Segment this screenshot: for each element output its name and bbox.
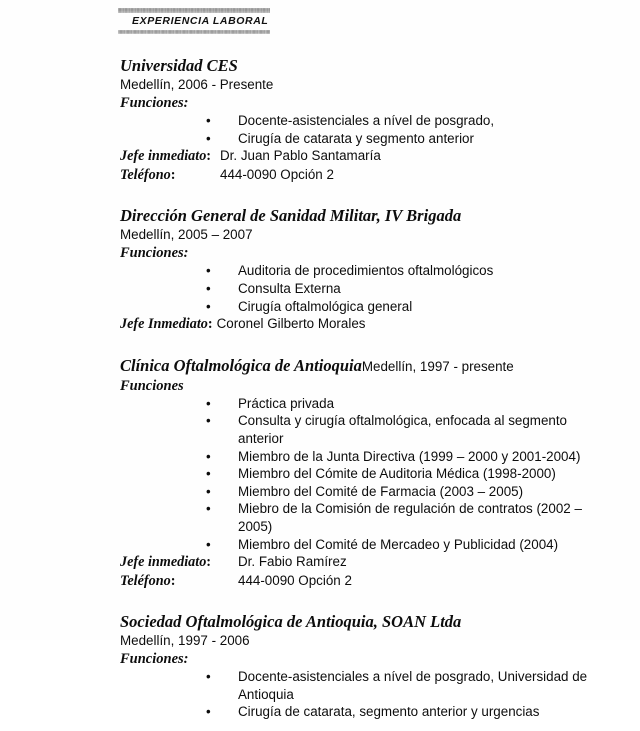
field-value: 444-0090 Opción 2 <box>238 572 352 588</box>
experience-entry <box>120 612 590 721</box>
duty-text: Auditoria de procedimientos oftalmológicos <box>238 263 494 279</box>
duty-text: Consulta Externa <box>238 280 341 296</box>
duty-text: Cirugía de catarata, segmento anterior y urgencias <box>238 704 540 720</box>
experience-entry <box>120 356 590 591</box>
duty-item <box>120 668 590 703</box>
duty-text: Miembro del Comité de Farmacia (2003 – 2005) <box>238 483 524 499</box>
field-label: Teléfono: <box>120 572 176 589</box>
bullet-icon: • <box>206 395 211 411</box>
field-row-supervisor <box>120 315 590 334</box>
duty-item <box>120 448 590 466</box>
duty-item <box>120 703 590 721</box>
field-label: Jefe inmediato: <box>120 148 212 165</box>
duties-label: Funciones: <box>120 95 189 111</box>
job-title <box>120 206 590 226</box>
duties-list <box>120 668 590 721</box>
duty-item <box>120 536 590 554</box>
job-title-text: Sociedad Oftalmológica de Antioquia, SOAN Ltda <box>120 612 462 632</box>
job-title-text: Universidad CES <box>120 56 238 75</box>
field-value: Dr. Juan Pablo Santamaría <box>220 148 381 164</box>
duty-text: Miembro de la Junta Directiva (1999 – 2000 y 2001-2004) <box>238 448 581 464</box>
duty-item <box>120 298 590 316</box>
field-row-supervisor <box>120 147 590 166</box>
duties-label: Funciones: <box>120 245 189 262</box>
duty-text: Práctica privada <box>238 395 335 411</box>
duty-item <box>120 112 590 130</box>
bullet-icon: • <box>206 704 211 720</box>
duty-text: Cirugía de catarata y segmento anterior <box>238 130 474 146</box>
duties-label: Funciones: <box>120 651 189 668</box>
field-value: Coronel Gilberto Morales <box>216 316 366 332</box>
duty-text: Docente-asistenciales a nível de posgrado, <box>238 113 495 128</box>
bullet-icon: • <box>206 466 211 482</box>
bullet-icon: • <box>206 280 211 296</box>
duty-item <box>120 262 590 280</box>
job-title-suffix: Medellín, 1997 - presente <box>361 358 514 374</box>
bullet-icon: • <box>206 263 211 279</box>
job-title <box>120 56 590 76</box>
bullet-icon: • <box>206 298 211 314</box>
section-banner-title: EXPERIENCIA LABORAL <box>132 15 269 27</box>
duty-item <box>120 412 590 447</box>
job-title-text: Dirección General de Sanidad Militar, IV Brigada <box>120 206 462 226</box>
bullet-icon: • <box>206 113 211 128</box>
duty-text: Miembro del Comité de Mercadeo y Publicidad (2004) <box>238 536 559 552</box>
duty-item <box>120 465 590 483</box>
field-label: Jefe inmediato: <box>120 554 212 571</box>
duties-list <box>120 262 590 315</box>
field-row-phone <box>120 166 590 185</box>
experience-entry <box>120 206 590 333</box>
bullet-icon: • <box>206 413 211 429</box>
field-value: 444-0090 Opción 2 <box>220 166 334 182</box>
duty-text: Miebro de la Comisión de regulación de contratos (2002 – 2005) <box>238 501 582 534</box>
duty-text: Miembro del Cómite de Auditoria Médica (1998-2000) <box>238 466 556 482</box>
field-row-supervisor <box>120 553 590 572</box>
bullet-icon: • <box>206 448 211 464</box>
job-place: Medellín, 1997 - 2006 <box>120 633 250 649</box>
bullet-icon: • <box>206 669 211 685</box>
bullet-icon: • <box>206 536 211 552</box>
field-value: Dr. Fabio Ramírez <box>238 554 347 570</box>
duty-text: Consulta y cirugía oftalmológica, enfocada al segmento anterior <box>238 413 568 446</box>
duty-item <box>120 500 590 535</box>
job-place: Medellín, 2006 - Presente <box>120 77 274 92</box>
job-title <box>120 356 590 377</box>
duties-list <box>120 395 590 553</box>
bullet-icon: • <box>206 483 211 499</box>
field-label: Jefe Inmediato: <box>120 316 213 333</box>
experience-list <box>120 56 590 731</box>
duty-item <box>120 395 590 413</box>
duty-text: Cirugía oftalmológica general <box>238 298 413 314</box>
duties-label: Funciones <box>120 377 184 394</box>
field-row-phone <box>120 572 590 591</box>
bullet-icon: • <box>206 130 211 146</box>
section-banner <box>118 8 270 34</box>
banner-bar-bottom <box>118 30 270 34</box>
duty-item <box>120 130 590 148</box>
job-title-text: Clínica Oftalmológica de Antioquia <box>120 355 362 375</box>
field-label: Teléfono: <box>120 166 176 183</box>
duty-item <box>120 483 590 501</box>
job-place: Medellín, 2005 – 2007 <box>120 227 253 243</box>
duty-text: Docente-asistenciales a nível de posgrado, Universidad de Antioquia <box>238 669 588 702</box>
duties-list <box>120 112 590 147</box>
duty-item <box>120 280 590 298</box>
experience-entry <box>120 56 590 184</box>
bullet-icon: • <box>206 501 211 517</box>
job-title <box>120 612 590 632</box>
